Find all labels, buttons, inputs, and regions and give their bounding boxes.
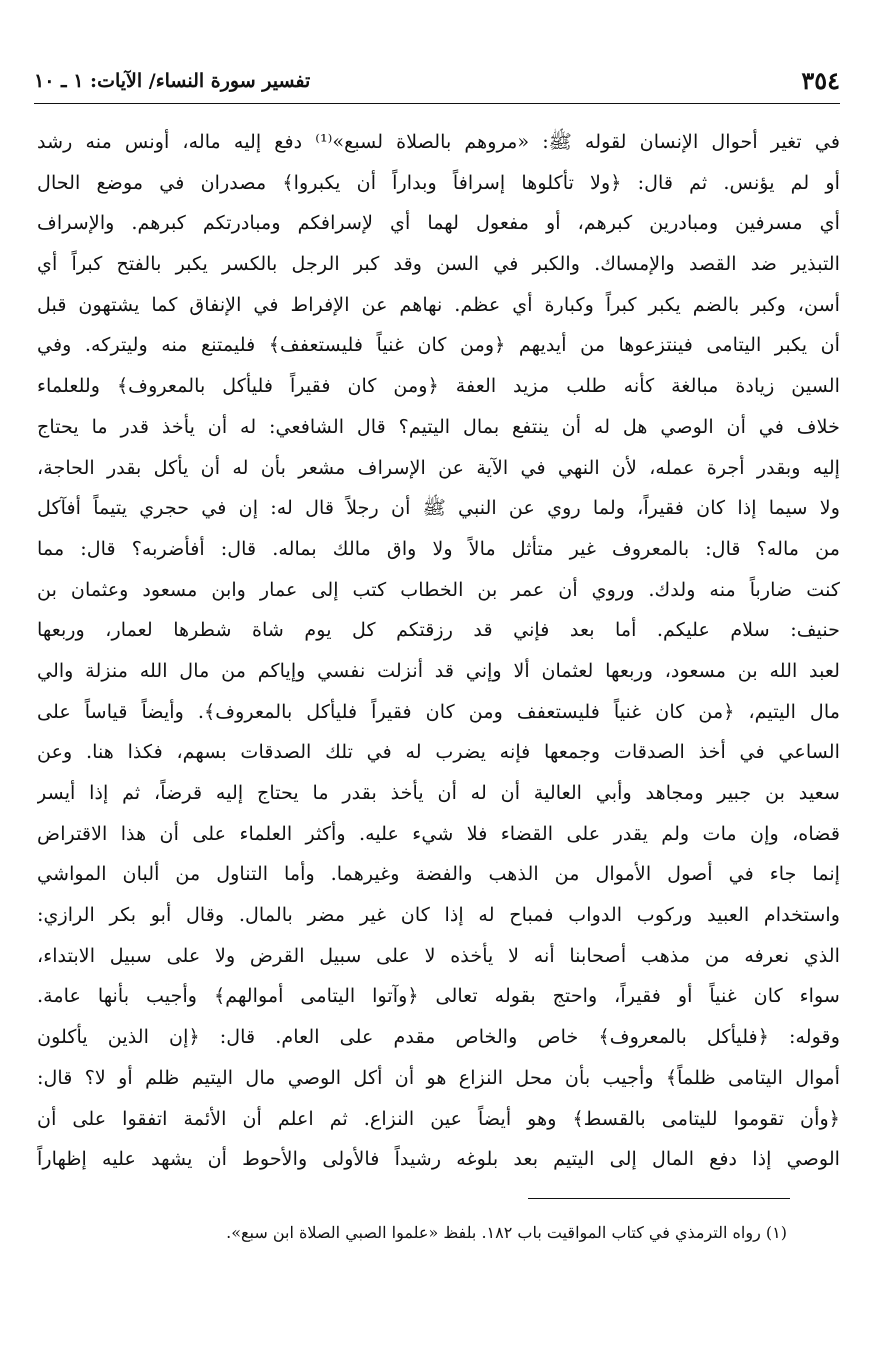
body-line: وقوله: ﴿فليأكل بالمعروف﴾ خاص والخاص مقدم على العام. قال: ﴿إن الذين يأكلون <box>37 1025 840 1049</box>
footnote-divider <box>528 1198 790 1199</box>
running-title: تفسير سورة النساء/ الآيات: ١ ـ ١٠ <box>34 70 311 92</box>
body-line: التبذير ضد القصد والإمساك. والكبر في السن وقد كبر الرجل بالكسر يكبر بالفتح كبراً أي <box>37 252 840 276</box>
page-header <box>34 66 840 104</box>
body-line: أسن، وكبر بالضم يكبر كبراً وكبارة أي عظم. نهاهم عن الإفراط في الإنفاق كما يشتهون قبل <box>37 292 840 316</box>
body-line: كنت ضارباً منه ولدك. وروي أن عمر بن الخطاب كتب إلى عمار وابن مسعود وعثمان بن <box>37 577 840 601</box>
body-line: خلاف في أن الوصي هل له أن ينتفع بمال اليتيم؟ قال الشافعي: له أن يأخذ قدر ما يحتاج <box>37 414 840 438</box>
body-line: قضاه، وإن مات ولم يقدر على القضاء فلا شيء عليه. وأكثر العلماء على أن هذا الاقتراض <box>37 821 840 845</box>
body-line: الوصي إذا دفع المال إلى اليتيم بعد بلوغه رشيداً فالأولى والأحوط أن يشهد عليه إظهاراً <box>37 1147 840 1171</box>
body-line: حنيف: سلام عليكم. أما بعد فإني قد رزقتكم كل يوم شاة شطرها لعمار، وربعها <box>37 618 840 642</box>
footnote: (١) رواه الترمذي في كتاب المواقيت باب ١٨٢. بلفظ «علموا الصبي الصلاة ابن سبع». <box>226 1223 787 1242</box>
body-line: مال اليتيم، ﴿من كان غنياً فليستعفف ومن كان فقيراً فليأكل بالمعروف﴾. وأيضاً قياساً على <box>37 699 840 723</box>
page-number: ٣٥٤ <box>801 66 840 95</box>
body-line: السين زيادة مبالغة كأنه طلب مزيد العفة ﴿ومن كان فقيراً فليأكل بالمعروف﴾ وللعلماء <box>37 374 840 398</box>
body-line: واستخدام العبيد وركوب الدواب فمباح له إذا كان غير مضر بالمال. وقال أبو بكر الرازي: <box>37 903 840 927</box>
body-line: الساعي في أخذ الصدقات وجمعها فإنه يضرب له في تلك الصدقات بسهم، فكذا هنا. وعن <box>37 740 840 764</box>
body-line: الذي نعرفه من مذهب أصحابنا أنه لا يأخذه لا على سبيل القرض ولا على سبيل الابتداء، <box>37 943 840 967</box>
header-divider <box>34 103 840 104</box>
body-line: إنما جاء في أصول الأموال من الذهب والفضة وغيرهما. وأما التناول من ألبان المواشي <box>37 862 840 886</box>
body-line: في تغير أحوال الإنسان لقوله ﷺ: «مروهم بالصلاة لسبع»⁽¹⁾ دفع إليه ماله، أونس منه رشد <box>37 130 840 153</box>
body-line: من ماله؟ قال: بالمعروف غير متأثل مالاً ولا واق مالك بماله. قال: أفأضربه؟ قال: مما <box>37 536 840 560</box>
body-line: أن يكبر اليتامى فينتزعوها من أيديهم ﴿ومن كان غنياً فليستعفف﴾ فليمتنع منه وليتركه. وفي <box>37 333 840 357</box>
body-line: سواء كان غنياً أو فقيراً، واحتج بقوله تعالى ﴿وآتوا اليتامى أموالهم﴾ وأجيب بأنها عامة. <box>37 984 840 1008</box>
body-line: ﴿وأن تقوموا لليتامى بالقسط﴾ وهو أيضاً عين النزاع. ثم اعلم أن الأئمة اتفقوا على أن <box>37 1106 840 1130</box>
body-line: أموال اليتامى ظلماً﴾ وأجيب بأن محل النزاع هو أن أكل الوصي مال اليتيم ظلم أو لا؟ قال: <box>37 1065 840 1089</box>
body-text <box>37 122 840 1180</box>
body-line: أي مسرفين ومبادرين كبرهم، أو مفعول لهما أي لإسرافكم ومبادرتكم كبرهم. والإسراف <box>37 211 840 235</box>
body-line: إليه وبقدر أجرة عمله، لأن النهي في الآية عن الإسراف مشعر بأن له أن يأكل بقدر الحاجة، <box>37 455 840 479</box>
body-line: ولا سيما إذا كان فقيراً، ولما روي عن النبي ﷺ أن رجلاً قال له: إن في حجري يتيماً أفآكل <box>37 496 840 520</box>
body-line: لعبد الله بن مسعود، وربعها لعثمان ألا وإني قد أنزلت نفسي وإياكم من مال الله منزلة والي <box>37 658 840 682</box>
body-line: أو لم يؤنس. ثم قال: ﴿ولا تأكلوها إسرافاً وبداراً أن يكبروا﴾ مصدران في موضع الحال <box>37 170 840 194</box>
body-line: سعيد بن جبير ومجاهد وأبي العالية أن له أن يأخذ بقدر ما يحتاج إليه قرضاً، ثم إذا أيسر <box>37 781 840 804</box>
